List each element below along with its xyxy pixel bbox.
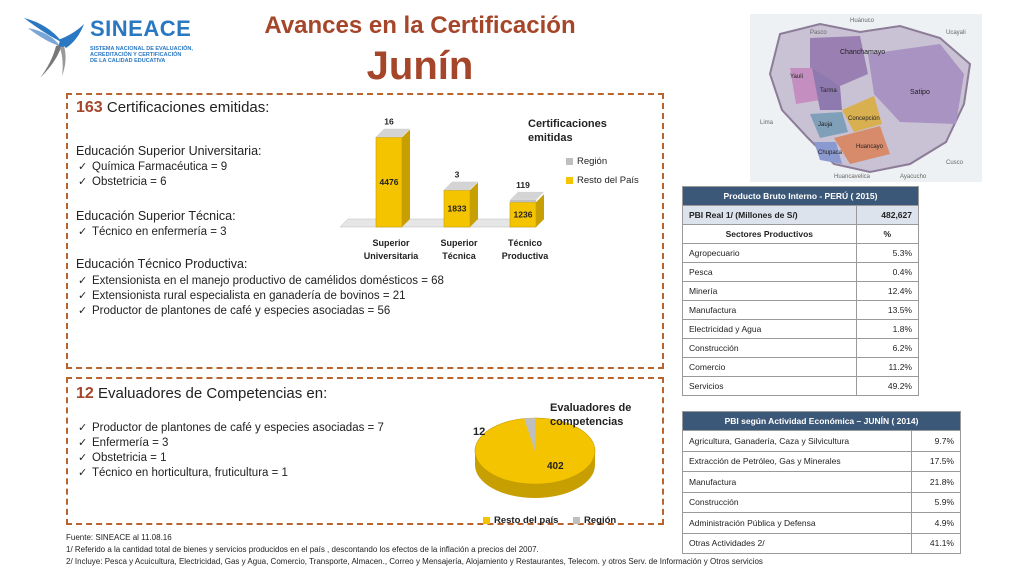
bar-value-label: 16 (384, 116, 394, 127)
table-cell: 41.1% (911, 533, 960, 554)
bar-chart-title: Certificaciones emitidas (528, 118, 607, 144)
map-label: Jauja (818, 122, 833, 128)
table-cell: 9.7% (911, 431, 960, 452)
table-cell: Manufactura (683, 472, 912, 493)
logo-subtitle-line-3: DE LA CALIDAD EDUCATIVA (90, 58, 166, 64)
certifications-header (76, 99, 269, 117)
pie-value-label: 12 (473, 426, 486, 438)
logo-wordmark: SINEACE (90, 16, 192, 41)
list-evaluators (78, 421, 384, 481)
list-item-text: Técnico en horticultura, fruticultura = 1 (92, 467, 288, 479)
bar-region (376, 137, 402, 138)
table-header: % (856, 225, 918, 244)
region-title: Junín (366, 44, 474, 88)
table-caption: PBI según Actividad Económica – JUNÍN ( 2014) (683, 412, 961, 431)
checkmark-icon: ✓ (78, 161, 88, 173)
list-item (78, 160, 227, 175)
table-row (683, 282, 919, 301)
table-cell: 11.2% (856, 358, 918, 377)
bar-value-label: 3 (454, 169, 460, 180)
table-cell: 5.3% (856, 244, 918, 263)
evaluators-panel (66, 377, 664, 525)
table-row (683, 244, 919, 263)
list-item (78, 274, 444, 289)
logo-subtitle-line-2: ACREDITACIÓN Y CERTIFICACIÓN (90, 52, 182, 58)
table-cell: Electricidad y Agua (683, 320, 857, 339)
certifications-label: Certificaciones emitidas: (106, 99, 270, 116)
bar-region (444, 190, 470, 191)
legend-label: Resto del país (494, 515, 559, 526)
table-cell: Administración Pública y Defensa (683, 513, 912, 534)
table-cell: Extracción de Petróleo, Gas y Minerales (683, 451, 912, 472)
category-label: Superior (372, 238, 410, 248)
table-row (683, 339, 919, 358)
list-item-text: Obstetricia = 6 (92, 176, 167, 188)
checkmark-icon: ✓ (78, 176, 88, 188)
table-row (683, 431, 961, 452)
table-caption: Producto Bruto Interno - PERÚ ( 2015) (683, 187, 919, 206)
map-label: Concepción (848, 116, 880, 122)
table-cell: 17.5% (911, 451, 960, 472)
pbi-junin-table (682, 411, 961, 554)
table-cell: Otras Actividades 2/ (683, 533, 912, 554)
table-row (683, 263, 919, 282)
map-label: Tarma (820, 88, 837, 94)
evaluators-header (76, 385, 327, 403)
table-header-row (683, 225, 919, 244)
table-cell: Comercio (683, 358, 857, 377)
footnote-source: Fuente: SINEACE al 11.08.16 (66, 533, 172, 542)
bar-value-label: 4476 (379, 177, 399, 188)
list-item-text: Productor de plantones de café y especies asociadas = 7 (92, 422, 384, 434)
footnote-2: 2/ Incluye: Pesca y Acuicultura, Electricidad, Gas y Agua, Comercio, Transporte, Almacen., Correo y Mensajería, Alojamiento y Restaurantes, Telecom. y otros Serv. de Información y Otros servicios (66, 557, 763, 566)
table-row (683, 377, 919, 396)
map-label: Yauli (790, 74, 803, 80)
logo-subtitle-line-1: SISTEMA NACIONAL DE EVALUACIÓN, (90, 46, 193, 52)
list-item (78, 436, 384, 451)
table-row (683, 358, 919, 377)
certifications-count: 163 (76, 99, 103, 116)
table-cell: 49.2% (856, 377, 918, 396)
map-label: Huánuco (850, 18, 875, 24)
pbi-peru-table (682, 186, 919, 396)
table-cell: 4.9% (911, 513, 960, 534)
list-item-text: Obstetricia = 1 (92, 452, 167, 464)
table-cell: Construcción (683, 492, 912, 513)
evaluators-count: 12 (76, 385, 94, 402)
table-cell: 6.2% (856, 339, 918, 358)
list-item (78, 289, 444, 304)
legend-label: Región (584, 515, 617, 526)
legend-swatch-region (573, 517, 580, 524)
pie-legend-item (573, 515, 616, 526)
list-tecnica (78, 225, 227, 240)
table-row (683, 513, 961, 534)
table-row (683, 301, 919, 320)
table-header: Sectores Productivos (683, 225, 857, 244)
table-cell: 1.8% (856, 320, 918, 339)
category-label: Universitaria (363, 251, 419, 261)
list-item (78, 225, 227, 240)
checkmark-icon: ✓ (78, 305, 88, 317)
evaluators-label: Evaluadores de Competencias en: (97, 385, 328, 402)
list-productiva (78, 274, 444, 319)
map-label: Ucayali (946, 30, 966, 36)
map-label: Huancayo (856, 144, 884, 150)
legend-label: Resto del País (577, 175, 639, 186)
category-label: Técnica (442, 251, 476, 261)
table-cell: Manufactura (683, 301, 857, 320)
certifications-bar-chart (338, 117, 558, 267)
table-cell: Agropecuario (683, 244, 857, 263)
map-label: Cusco (946, 160, 964, 166)
table-row (683, 320, 919, 339)
checkmark-icon: ✓ (78, 290, 88, 302)
table-row (683, 472, 961, 493)
legend-label: Región (577, 156, 608, 167)
hummingbird-logo-icon (18, 10, 88, 82)
list-universitaria (78, 160, 227, 190)
legend-swatch-rest (483, 517, 490, 524)
section-title-universitaria: Educación Superior Universitaria: (76, 144, 262, 158)
table-cell: Servicios (683, 377, 857, 396)
table-cell: 21.8% (911, 472, 960, 493)
table-cell: Minería (683, 282, 857, 301)
table-row (683, 206, 919, 225)
junin-region-map (750, 14, 982, 182)
list-item (78, 304, 444, 319)
certifications-panel (66, 93, 664, 369)
bar-side (536, 194, 544, 227)
table-cell: 482,627 (856, 206, 918, 225)
table-cell: 13.5% (856, 301, 918, 320)
sineace-logo (18, 10, 218, 82)
footnote-1: 1/ Referido a la cantidad total de bienes y servicios producidos en el país , descontando los efectos de la inflación a precios del 2007. (66, 545, 539, 554)
table-cell: 0.4% (856, 263, 918, 282)
bar-region (510, 200, 536, 202)
list-item-text: Extensionista rural especialista en ganadería de bovinos = 21 (92, 290, 406, 302)
page-title: Avances en la Certificación (264, 12, 576, 39)
section-title-productiva: Educación Técnico Productiva: (76, 257, 248, 271)
map-label: Lima (760, 120, 774, 126)
map-label: Pasco (810, 30, 827, 36)
table-row (683, 533, 961, 554)
pie-chart-title: Evaluadores de competencias (550, 402, 632, 428)
checkmark-icon: ✓ (78, 437, 88, 449)
pie-value-label: 402 (547, 461, 564, 472)
table-cell: PBI Real 1/ (Millones de S/) (683, 206, 857, 225)
map-label: Ayacucho (900, 174, 927, 180)
table-cell: 5.9% (911, 492, 960, 513)
table-row (683, 451, 961, 472)
map-label: Satipo (910, 89, 930, 96)
bar-top (510, 192, 544, 200)
checkmark-icon: ✓ (78, 452, 88, 464)
bar-legend-item (566, 156, 607, 167)
checkmark-icon: ✓ (78, 422, 88, 434)
table-cell: Agricultura, Ganadería, Caza y Silvicultura (683, 431, 912, 452)
table-cell: Construcción (683, 339, 857, 358)
bar-side (402, 129, 410, 227)
table-row (683, 492, 961, 513)
checkmark-icon: ✓ (78, 467, 88, 479)
list-item (78, 466, 384, 481)
list-item-text: Enfermería = 3 (92, 437, 169, 449)
list-item-text: Extensionista en el manejo productivo de camélidos domésticos = 68 (92, 275, 444, 287)
bar-value-label: 1833 (447, 203, 467, 214)
list-item (78, 175, 227, 190)
legend-swatch-rest (566, 177, 573, 184)
map-label: Chanchamayo (840, 49, 886, 56)
checkmark-icon: ✓ (78, 275, 88, 287)
bar-legend-item (566, 175, 639, 186)
list-item (78, 421, 384, 436)
section-title-tecnica: Educación Superior Técnica: (76, 209, 236, 223)
list-item-text: Química Farmacéutica = 9 (92, 161, 228, 173)
list-item-text: Técnico en enfermería = 3 (92, 226, 227, 238)
bar-value-label: 1236 (513, 209, 533, 220)
map-label: Huancavelica (834, 174, 871, 180)
category-label: Superior (440, 238, 478, 248)
pie-legend-item (483, 515, 558, 526)
list-item (78, 451, 384, 466)
bar-value-label: 119 (516, 179, 530, 190)
map-label: Chupaca (818, 150, 843, 156)
table-cell: 12.4% (856, 282, 918, 301)
legend-swatch-region (566, 158, 573, 165)
category-label: Productiva (501, 251, 549, 261)
checkmark-icon: ✓ (78, 226, 88, 238)
list-item-text: Productor de plantones de café y especies asociadas = 56 (92, 305, 391, 317)
category-label: Técnico (507, 238, 543, 248)
table-cell: Pesca (683, 263, 857, 282)
